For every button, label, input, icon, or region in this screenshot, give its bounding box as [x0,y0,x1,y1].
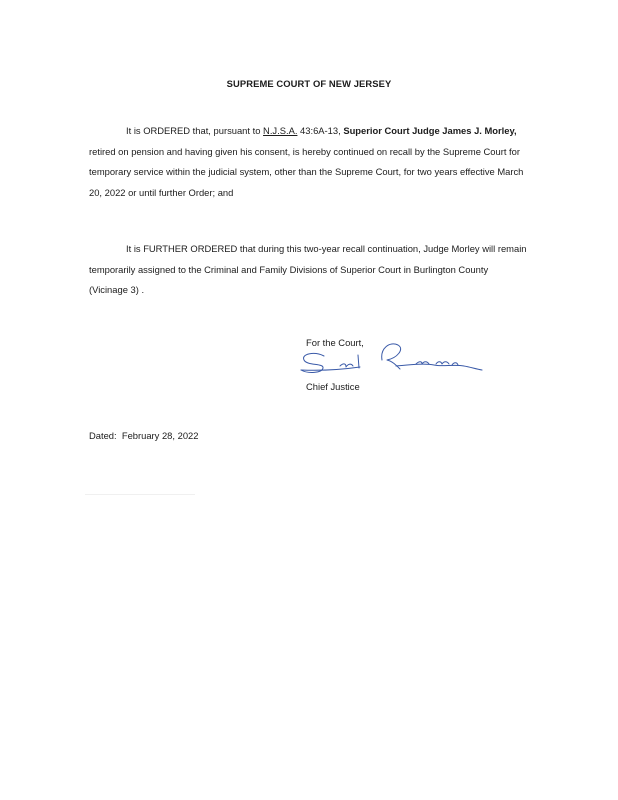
dated-line [89,430,198,441]
dated-label: Dated: [89,430,117,441]
scan-artifact [85,494,195,495]
for-the-court-label: For the Court, [306,337,364,348]
statute-section: 43:6A-13, [297,125,344,136]
dated-date: February 28, 2022 [121,430,199,441]
further-order-paragraph [89,239,529,301]
order-paragraph [89,121,529,203]
further-order-text: It is FURTHER ORDERED that during this two-year recall continuation, Judge Morley will remain temporarily assigned to the Criminal and Family Divisions of Superior Court in Burlington County (Vicinage 3) . [89,243,527,295]
document-heading: SUPREME COURT OF NEW JERSEY [226,78,392,89]
order-body: retired on pension and having given his consent, is hereby continued on recall by the Supreme Court for temporary service within the judicial system, other than the Supreme Court, for two years effective March 20, 2022 or until further Order; and [89,145,524,198]
chief-justice-signature [296,336,486,386]
chief-justice-title: Chief Justice [306,381,360,392]
judge-name: Superior Court Judge James J. Morley, [343,125,517,136]
order-lead: It is ORDERED that, pursuant to [126,125,264,136]
statute-citation: N.J.S.A. [263,125,298,136]
